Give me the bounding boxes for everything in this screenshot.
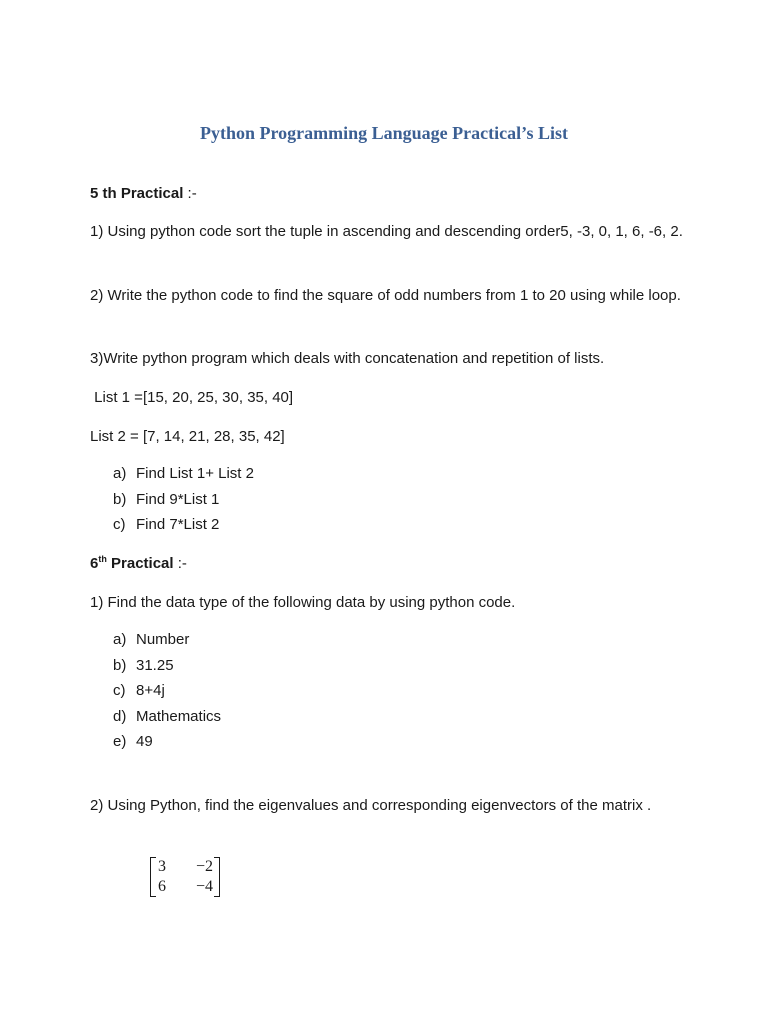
matrix-cell: 6 <box>158 878 166 895</box>
practical-5-subitems <box>113 461 254 538</box>
practical-6-question-1: 1) Find the data type of the following data by using python code. <box>90 594 516 611</box>
practical-6-heading: 6th Practical :- <box>90 554 187 572</box>
practical-5-question-3: 3)Write python program which deals with concatenation and repetition of lists. <box>90 350 605 367</box>
list-item: b) Find 9*List 1 <box>113 490 220 508</box>
practical-5-heading-label: 5 th Practical <box>90 185 184 202</box>
practical-6-question-2: 2) Using Python, find the eigenvalues and corresponding eigenvectors of the matrix . <box>90 797 652 814</box>
practical-5-heading-sep: :- <box>183 185 197 202</box>
practical-5-question-1: 1) Using python code sort the tuple in ascending and descending order5, -3, 0, 1, 6, -6, 2. <box>90 223 683 240</box>
matrix-grid <box>156 857 214 897</box>
list-item: d) Mathematics <box>113 707 222 725</box>
matrix-cell: −4 <box>195 878 213 895</box>
matrix <box>150 857 220 897</box>
list-item: a) Find List 1+ List 2 <box>113 465 254 482</box>
matrix-right-bracket <box>214 857 220 897</box>
matrix-cell: 3 <box>158 858 166 875</box>
matrix-cell: −2 <box>195 858 213 875</box>
list-2-definition: List 2 = [7, 14, 21, 28, 35, 42] <box>90 428 285 445</box>
list-item: b) 31.25 <box>113 656 174 674</box>
list-item: a) Number <box>113 631 190 648</box>
list-item: e) 49 <box>113 733 153 750</box>
list-item: c) 8+4j <box>113 682 165 699</box>
practical-5-heading <box>90 181 698 206</box>
list-1-definition: List 1 =[15, 20, 25, 30, 35, 40] <box>90 389 294 406</box>
page-title: Python Programming Language Practical’s List <box>200 123 568 143</box>
practical-5-question-2: 2) Write the python code to find the square of odd numbers from 1 to 20 using while loop. <box>90 287 681 304</box>
practical-6-subitems <box>113 627 221 755</box>
list-item: c) Find 7*List 2 <box>113 516 220 533</box>
